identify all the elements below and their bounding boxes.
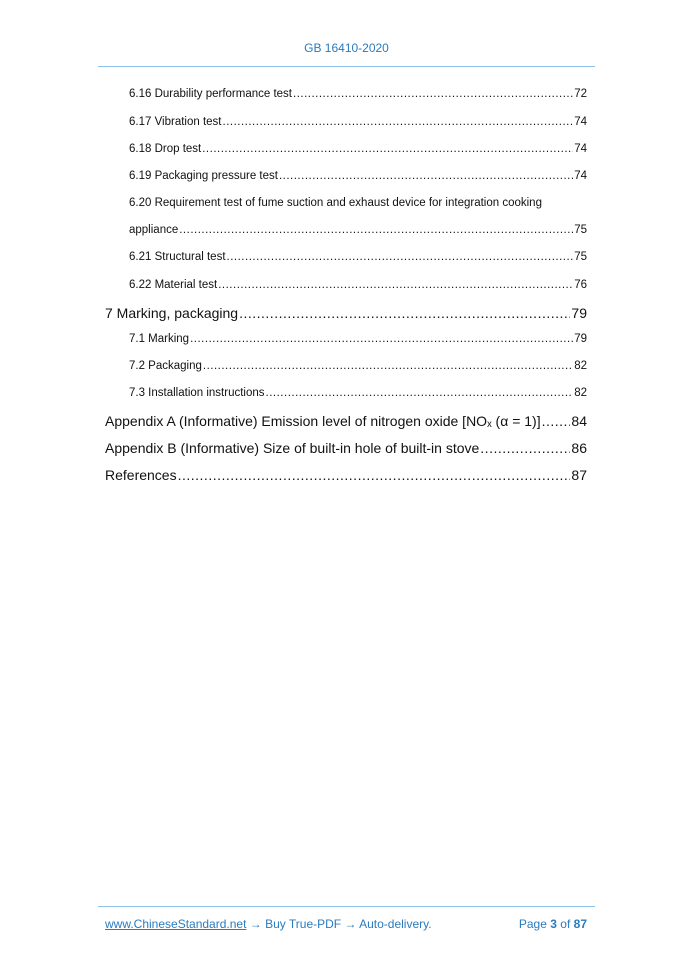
dot-leader — [178, 467, 571, 483]
toc-entry-appendix-a[interactable] — [105, 413, 587, 429]
toc-entry-page: 74 — [574, 116, 587, 128]
toc-entry-6-20[interactable] — [129, 224, 587, 236]
toc-entry-6-17[interactable] — [129, 116, 587, 128]
toc-entry-page: 75 — [574, 224, 587, 236]
dot-leader — [202, 143, 573, 155]
toc-entry-label: 6.21 Structural test — [129, 251, 226, 263]
toc-entry-label: 7.3 Installation instructions — [129, 387, 265, 399]
page-footer — [105, 917, 587, 931]
dot-leader — [293, 88, 573, 100]
footer-tagline: → Buy True-PDF → Auto-delivery. — [246, 917, 432, 931]
toc-entry-7-2[interactable] — [129, 360, 587, 372]
page-word: Page — [518, 917, 547, 931]
dot-leader — [279, 170, 573, 182]
toc-entry-page: 75 — [574, 251, 587, 263]
header-divider — [98, 66, 595, 67]
toc-entry-page: 79 — [571, 305, 587, 321]
toc-entry-label: 6.22 Material test — [129, 279, 218, 291]
dot-leader — [223, 116, 574, 128]
toc-entry-page: 74 — [574, 143, 587, 155]
dot-leader — [203, 360, 573, 372]
toc-entry-page: 86 — [571, 440, 587, 456]
dot-leader — [190, 333, 573, 345]
toc-entry-page: 79 — [574, 333, 587, 345]
toc-entry-label: 6.16 Durability performance test — [129, 88, 292, 100]
toc-entry-7[interactable] — [105, 305, 587, 321]
toc-entry-label: 7.1 Marking — [129, 333, 190, 345]
toc-entry-label: References — [105, 467, 177, 483]
toc-entry-page: 87 — [571, 467, 587, 483]
toc-entry-label: 7 Marking, packaging — [105, 305, 239, 321]
page-indicator — [519, 917, 587, 931]
dot-leader — [266, 387, 574, 399]
current-page-number: 3 — [550, 917, 557, 931]
toc-entry-6-20-first-line[interactable]: 6.20 Requirement test of fume suction and exhaust device for integration cooking — [129, 197, 542, 209]
toc-entry-label: 6.17 Vibration test — [129, 116, 222, 128]
dot-leader — [480, 440, 570, 456]
toc-entry-page: 74 — [574, 170, 587, 182]
toc-entry-6-21[interactable] — [129, 251, 587, 263]
toc-entry-page: 82 — [574, 360, 587, 372]
toc-entry-6-19[interactable] — [129, 170, 587, 182]
toc-entry-7-3[interactable] — [129, 387, 587, 399]
toc-entry-7-1[interactable] — [129, 333, 587, 345]
website-link[interactable]: www.ChineseStandard.net — [105, 917, 247, 931]
toc-entry-page: 84 — [571, 413, 587, 429]
toc-entry-appendix-b[interactable] — [105, 440, 587, 456]
toc-entry-6-16[interactable] — [129, 88, 587, 100]
footer-divider — [98, 906, 595, 907]
dot-leader — [179, 224, 573, 236]
toc-entry-label: 6.18 Drop test — [129, 143, 202, 155]
toc-entry-label: Appendix B (Informative) Size of built-in hole of built-in stove — [105, 440, 480, 456]
toc-entry-label: 7.2 Packaging — [129, 360, 202, 372]
dot-leader — [227, 251, 574, 263]
page-of-word: of — [560, 917, 571, 931]
toc-entry-page: 82 — [574, 387, 587, 399]
footer-promo — [105, 917, 432, 931]
document-code-header: GB 16410-2020 — [304, 41, 389, 55]
toc-entry-label: 6.19 Packaging pressure test — [129, 170, 278, 182]
toc-entry-references[interactable] — [105, 467, 587, 483]
toc-entry-page: 72 — [574, 88, 587, 100]
toc-entry-label: appliance — [129, 224, 179, 236]
toc-entry-label: Appendix A (Informative) Emission level of nitrogen oxide [NOₓ (α = 1)] — [105, 413, 541, 429]
dot-leader — [239, 305, 570, 321]
toc-entry-6-22[interactable] — [129, 279, 587, 291]
toc-entry-page: 76 — [574, 279, 587, 291]
total-page-count: 87 — [573, 917, 587, 931]
dot-leader — [218, 279, 573, 291]
toc-entry-6-18[interactable] — [129, 143, 587, 155]
dot-leader — [542, 413, 571, 429]
